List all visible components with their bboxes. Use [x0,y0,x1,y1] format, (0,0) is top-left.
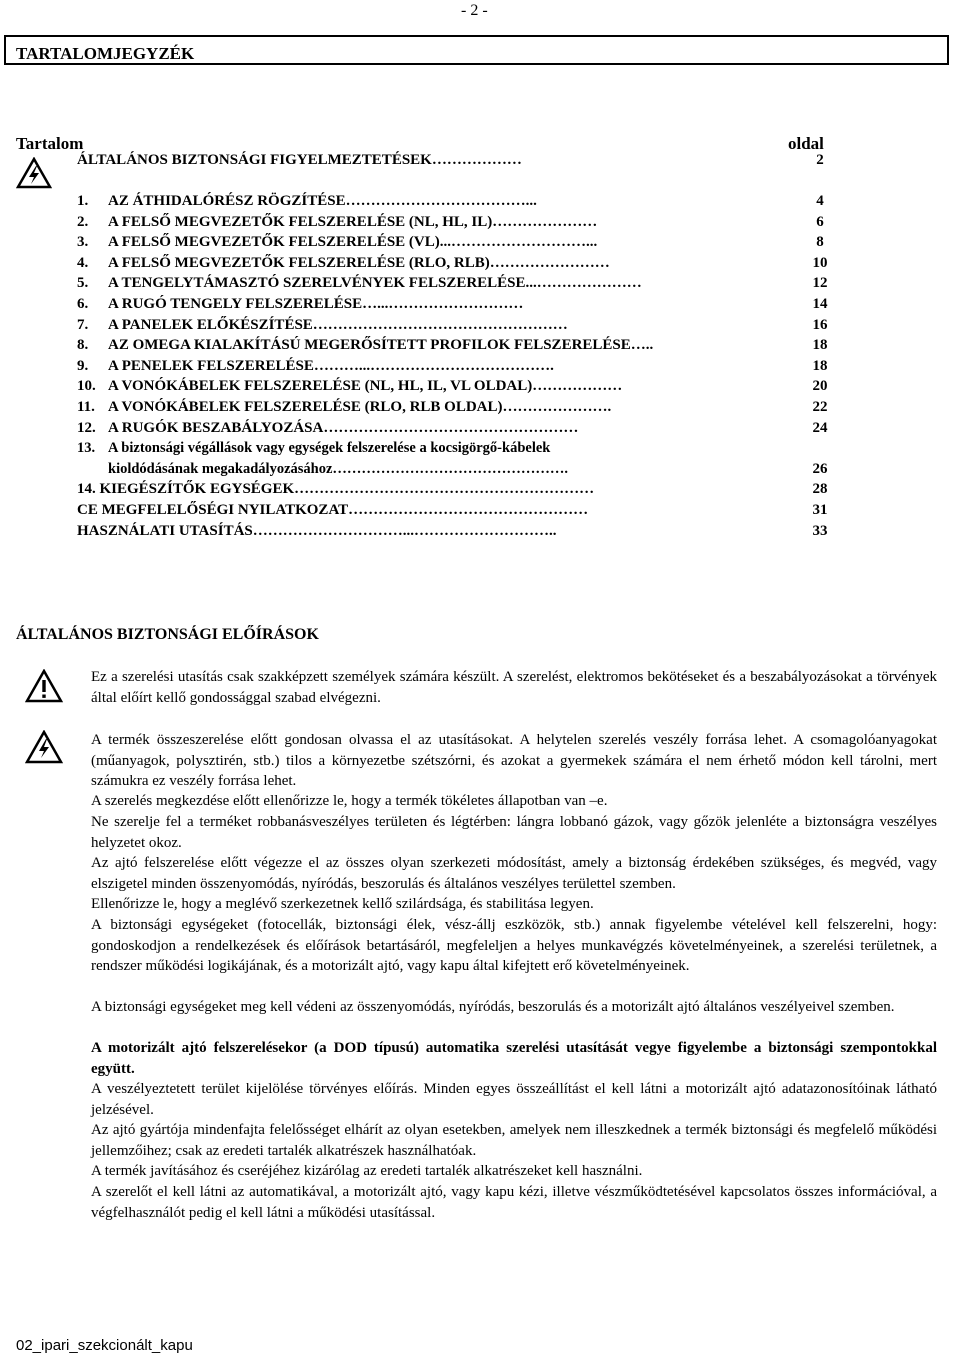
toc-entry-title: AZ ÁTHIDALÓRÉSZ RÖGZÍTÉSE………………………………... [108,193,537,209]
toc-entry-page: 28 [812,481,828,497]
toc-entry-title: A PANELEK ELŐKÉSZÍTÉSE…………………………………………… [108,317,568,333]
page-number: - 2 - [461,2,488,19]
toc-entry [77,255,610,275]
toc-entry [77,214,597,234]
toc-entry-page: 18 [812,337,828,353]
toc-heading: TARTALOMJEGYZÉK [16,44,195,63]
toc-entry [77,358,554,378]
toc-entry-page: 22 [812,399,828,415]
toc-entry-number: 11. [77,399,95,415]
footer-filename: 02_ipari_szekcionált_kapu [16,1337,193,1354]
toc-entry-title: 14. KIEGÉSZÍTŐK EGYSÉGEK…………………………………………………… [77,481,595,497]
toc-entry-number: 9. [77,358,89,374]
toc-entry-number: 3. [77,234,89,250]
toc-entry-number: 13. [77,440,96,456]
section-title: ÁLTALÁNOS BIZTONSÁGI ELŐÍRÁSOK [16,626,319,643]
toc-entry-number: 4. [77,255,89,271]
paragraph: Az ajtó gyártója mindenfajta felelősséget elhárít az olyan esetekben, amelyek nem illeszkednek a termék biztonsági és megfelelő működési jellemzőihez; csak az eredeti tartalék alkatrészek használhatóak. [91,1122,937,1159]
toc-entry-number: 1. [77,193,89,209]
toc-entry-title: A PENELEK FELSZERELÉSE………...………………………………. [108,358,554,374]
toc-entry [77,420,578,440]
toc-entry-number: 5. [77,275,89,291]
toc-entry-page: 16 [812,317,828,333]
paragraph: A szerelés megkezdése előtt ellenőrizze le, hogy a termék tökéletes állapotban van –e. [91,793,608,809]
toc-entry-page: 18 [812,358,828,374]
toc-entry [77,193,537,213]
toc-entry-number: 12. [77,420,96,436]
toc-entry-number: 2. [77,214,89,230]
toc-column-page: oldal [788,134,824,153]
toc-entry-number: 7. [77,317,89,333]
toc-entry-title: A FELSŐ MEGVEZETŐK FELSZERELÉSE (VL)...………………………... [108,234,598,250]
paragraph: A veszélyeztetett terület kijelölése törvényes előírás. Minden egyes összeállítást el kell látni a motorizált ajtó adatazonosítóinak látható jelzésével. [91,1081,937,1118]
paragraph: A termék javításához és cseréjéhez kizárólag az eredeti tartalék alkatrészeket kell használni. [91,1163,643,1179]
paragraph: A biztonsági egységeket (fotocellák, biztonsági élek, vész-állj eszközök, stb.) annak figyelembe vételével kell felszerelni, hogy: gondoskodjon a rendelkezések és előírások betartásáról, megfeleljen a helyes munkavégzés követelményeinek, a szerelési területnek, a rendszer működési logikájának, és a motorizált ajtó, vagy kapu által kifejtett erő követelményeinek. [91,917,937,974]
toc-header-box [4,35,949,65]
toc-entry-page: 4 [816,193,824,209]
toc-entry-page: 24 [812,420,828,436]
toc-entry-page: 8 [816,234,824,250]
toc-entry-page: 14 [812,296,828,312]
paragraph-bold: A motorizált ajtó felszerelésekor (a DOD típusú) automatika szerelési utasítását vegye figyelembe a biztonsági szempontokkal együtt. [91,1040,937,1077]
electric-hazard-icon [16,157,52,189]
toc-entry-number: 10. [77,378,96,394]
warning-icon [25,669,63,703]
toc-entry-title: A VONÓKÁBELEK FELSZERELÉSE (NL, HL, IL, VL OLDAL)……………… [108,378,623,394]
toc-entry-number: 6. [77,296,89,312]
paragraph: Az ajtó felszerelése előtt végezze el az összes olyan szerkezeti módosítást, amely a biztonság érdekében szükséges, és megvéd, vagy elszigetel minden összenyomódás, nyíródás, beszorulás és általános veszélyes területtel szemben. [91,855,937,892]
paragraph: A biztonsági egységeket meg kell védeni az összenyomódás, nyíródás, beszorulás és a motorizált ajtó általános veszélyeivel szemben. [91,999,895,1015]
toc-entry [77,275,642,295]
paragraph: A termék összeszerelése előtt gondosan olvassa el az utasításokat. A helytelen szerelés veszély forrása lehet. A csomagolóanyagokat (műanyagok, polysztirén, stb.) tilos a környezetbe szétszórni, és azokat a gyermekek számára el nem érhető módon kell tárolni, mert számukra ez veszély forrása lehet. [91,732,937,789]
toc-entry-page: 33 [812,523,828,539]
toc-entry-title: CE MEGFELELŐSÉGI NYILATKOZAT………………………………………… [77,502,589,518]
toc-entry [77,337,653,357]
toc-entry [77,234,597,254]
toc-entry-title: A biztonsági végállások vagy egységek felszerelése a kocsigörgő-kábelek [108,440,551,456]
toc-entry [77,461,568,481]
toc-entry [77,317,568,337]
toc-entry-title: A FELSŐ MEGVEZETŐK FELSZERELÉSE (RLO, RLB)…………………… [108,255,610,271]
toc-entry-page: 6 [816,214,824,230]
toc-entry-title: A FELSŐ MEGVEZETŐK FELSZERELÉSE (NL, HL, IL)………………… [108,214,598,230]
paragraph: A szerelőt el kell látni az automatikával, a motorizált ajtó, vagy kapu kézi, illetve vészműködtetésével kapcsolatos összes információval, a végfelhasználót pedig el kell látni a működési utasítással. [91,1184,937,1221]
toc-entry [77,523,557,543]
toc-column-title: Tartalom [16,134,84,153]
toc-entry-page: 20 [812,378,828,394]
toc-entry-number: 8. [77,337,89,353]
toc-entry-title: ÁLTALÁNOS BIZTONSÁGI FIGYELMEZTETÉSEK……………… [77,152,522,168]
paragraph: Ne szerelje fel a terméket robbanásveszélyes területen és légtérben: lángra lobbanó gázok, vagy gőzök jelenléte a biztonságra veszélyes helyzetet okoz. [91,814,937,851]
toc-entry-page: 2 [816,152,824,168]
toc-entry-general [77,152,522,172]
toc-entry-page: 10 [812,255,828,271]
toc-entry [77,481,594,501]
toc-entry-title: A TENGELYTÁMASZTÓ SZERELVÉNYEK FELSZERELÉSE...………………… [108,275,642,291]
toc-entry [77,440,550,460]
toc-entry [77,502,588,522]
toc-entry-title: A RUGÓ TENGELY FELSZERELÉSE…...……………………… [108,296,524,312]
paragraph: Ez a szerelési utasítás csak szakképzett személyek számára készült. A szerelést, elektromos bekötéseket és a beszabályozásokat a törvények által előírt kellő gondossággal szabad elvégezni. [91,669,937,706]
toc-entry-title: kioldódásának megakadályozásához…………………………………………. [108,461,569,477]
toc-entry-title: AZ OMEGA KIALAKÍTÁSÚ MEGERŐSÍTETT PROFILOK FELSZERELÉSE….. [108,337,654,353]
electric-hazard-icon [25,730,63,764]
toc-entry-page: 31 [812,502,828,518]
toc-entry [77,378,622,398]
toc-entry-title: A VONÓKÁBELEK FELSZERELÉSE (RLO, RLB OLDAL)…………………. [108,399,612,415]
toc-entry-title: HASZNÁLATI UTASÍTÁS…………………………...……………………….. [77,523,557,539]
paragraph: Ellenőrizze le, hogy a meglévő szerkezetnek kellő szilárdsága, és stabilitása legyen. [91,896,594,912]
toc-entry-page: 12 [812,275,828,291]
toc-entry-title: A RUGÓK BESZABÁLYOZÁSA…………………………………………… [108,420,579,436]
toc-entry [77,296,523,316]
toc-entry [77,399,611,419]
toc-entry-page: 26 [812,461,828,477]
